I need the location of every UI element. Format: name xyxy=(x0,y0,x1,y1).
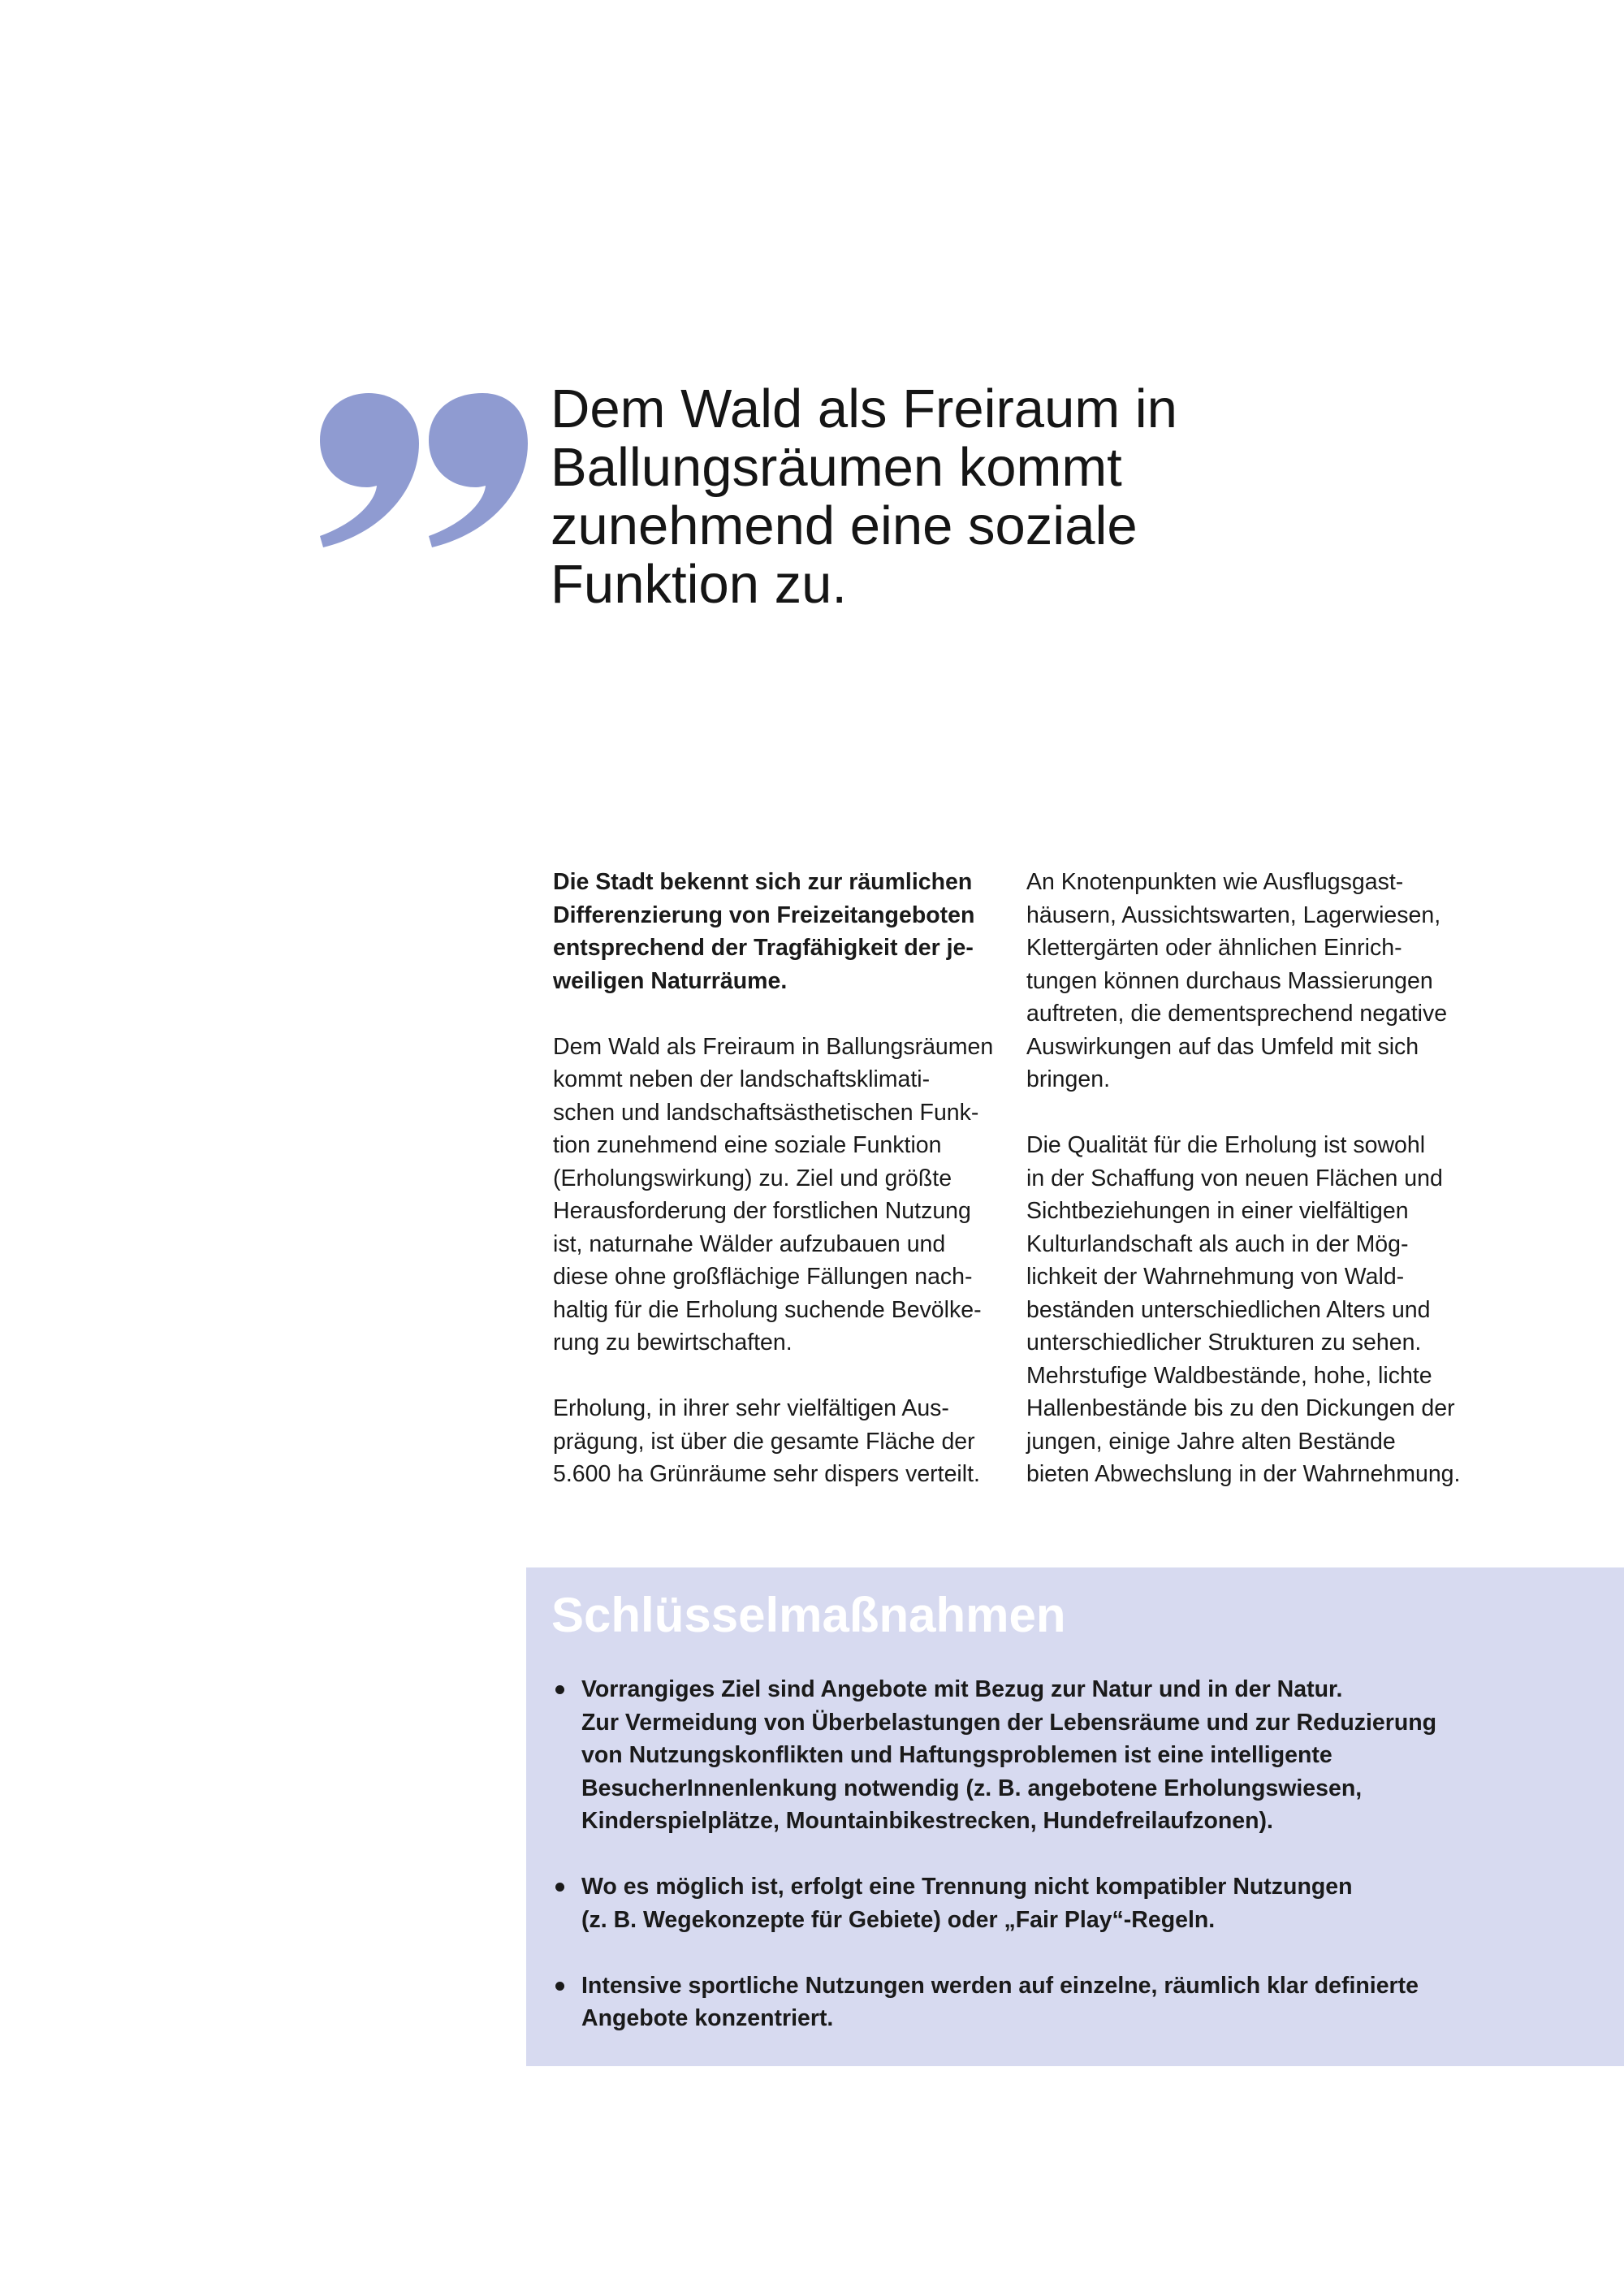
list-item xyxy=(555,1970,1595,2035)
text-line: auftreten, die dementsprechend negative xyxy=(1026,1001,1448,1027)
text-column-left xyxy=(553,866,1016,1524)
body-paragraph xyxy=(1026,866,1489,1096)
text-line: Die Stadt bekennt sich zur räumlichen xyxy=(553,869,973,895)
text-line: lichkeit der Wahrnehmung von Wald- xyxy=(1026,1264,1405,1290)
text-line: 5.600 ha Grünräume sehr dispers verteilt. xyxy=(553,1461,980,1487)
text-line: Herausforderung der forstlichen Nutzung xyxy=(553,1198,971,1224)
text-line: Sichtbeziehungen in einer vielfältigen xyxy=(1026,1198,1409,1224)
text-line: An Knotenpunkten wie Ausflugsgast- xyxy=(1026,869,1404,895)
text-line: Wo es möglich ist, erfolgt eine Trennung nicht kompatibler Nutzungen xyxy=(581,1874,1353,1900)
pull-quote xyxy=(551,380,1281,614)
text-line: Mehrstufige Waldbestände, hohe, lichte xyxy=(1026,1362,1432,1389)
key-measures-list xyxy=(555,1673,1595,2068)
pull-quote-line: zunehmend eine soziale xyxy=(551,495,1138,556)
list-item xyxy=(555,1673,1595,1838)
text-line: jungen, einige Jahre alten Bestände xyxy=(1026,1428,1396,1455)
text-line: rung zu bewirtschaften. xyxy=(553,1330,793,1356)
text-line: Auswirkungen auf das Umfeld mit sich xyxy=(1026,1033,1419,1060)
text-line: Dem Wald als Freiraum in Ballungsräumen xyxy=(553,1033,994,1060)
text-line: kommt neben der landschaftsklimati- xyxy=(553,1066,931,1092)
text-line: unterschiedlicher Strukturen zu sehen. xyxy=(1026,1330,1422,1356)
text-line: Differenzierung von Freizeitangeboten xyxy=(553,902,975,928)
lead-paragraph xyxy=(553,866,1016,997)
text-line: tungen können durchaus Massierungen xyxy=(1026,967,1433,994)
text-line: Hallenbestände bis zu den Dickungen der xyxy=(1026,1395,1455,1421)
text-column-right xyxy=(1026,866,1489,1524)
text-line: entsprechend der Tragfähigkeit der je- xyxy=(553,935,974,961)
bullet-icon xyxy=(555,1685,564,1694)
text-line: weiligen Naturräume. xyxy=(553,967,788,994)
text-line: Angebote konzentriert. xyxy=(581,2005,834,2031)
text-line: diese ohne großflächige Fällungen nach- xyxy=(553,1264,973,1290)
text-line: Kulturlandschaft als auch in der Mög- xyxy=(1026,1230,1409,1257)
text-line: haltig für die Erholung suchende Bevölke- xyxy=(553,1296,982,1323)
text-line: häusern, Aussichtswarten, Lagerwiesen, xyxy=(1026,902,1441,928)
body-paragraph xyxy=(1026,1129,1489,1491)
pull-quote-line: Dem Wald als Freiraum in xyxy=(551,378,1177,439)
text-line: Kinderspielplätze, Mountainbikestrecken, Hundefreilaufzonen). xyxy=(581,1808,1273,1834)
text-line: tion zunehmend eine soziale Funktion xyxy=(553,1132,942,1158)
text-line: bieten Abwechslung in der Wahrnehmung. xyxy=(1026,1461,1461,1487)
body-paragraph xyxy=(553,1031,1016,1360)
text-line: ist, naturnahe Wälder aufzubauen und xyxy=(553,1230,946,1257)
text-line: von Nutzungskonflikten und Haftungsproblemen ist eine intelligente xyxy=(581,1742,1332,1768)
text-line: Intensive sportliche Nutzungen werden auf einzelne, räumlich klar definierte xyxy=(581,1972,1419,1999)
text-line: BesucherInnenlenkung notwendig (z. B. angebotene Erholungswiesen, xyxy=(581,1775,1363,1801)
text-line: in der Schaffung von neuen Flächen und xyxy=(1026,1165,1443,1191)
text-line: (z. B. Wegekonzepte für Gebiete) oder „Fair Play“-Regeln. xyxy=(581,1906,1216,1933)
text-line: Zur Vermeidung von Überbelastungen der Lebensräume und zur Reduzierung xyxy=(581,1709,1437,1736)
bullet-icon xyxy=(555,1883,564,1892)
text-line: schen und landschaftsästhetischen Funk- xyxy=(553,1099,979,1126)
text-line: prägung, ist über die gesamte Fläche der xyxy=(553,1428,975,1455)
key-measures-box xyxy=(526,1567,1624,2066)
pull-quote-line: Funktion zu. xyxy=(551,554,847,615)
pull-quote-line: Ballungsräumen kommt xyxy=(551,437,1122,498)
closing-quote-icon xyxy=(318,390,529,552)
body-paragraph xyxy=(553,1392,1016,1491)
key-measures-title: Schlüsselmaßnahmen xyxy=(551,1588,1066,1642)
text-line: Die Qualität für die Erholung ist sowohl xyxy=(1026,1132,1426,1158)
text-line: bringen. xyxy=(1026,1066,1110,1092)
text-line: Vorrangiges Ziel sind Angebote mit Bezug zur Natur und in der Natur. xyxy=(581,1676,1343,1702)
text-line: (Erholungswirkung) zu. Ziel und größte xyxy=(553,1165,952,1191)
text-line: beständen unterschiedlichen Alters und xyxy=(1026,1296,1431,1323)
bullet-icon xyxy=(555,1982,564,1991)
list-item xyxy=(555,1870,1595,1936)
text-line: Klettergärten oder ähnlichen Einrich- xyxy=(1026,935,1402,961)
text-line: Erholung, in ihrer sehr vielfältigen Aus- xyxy=(553,1395,949,1421)
